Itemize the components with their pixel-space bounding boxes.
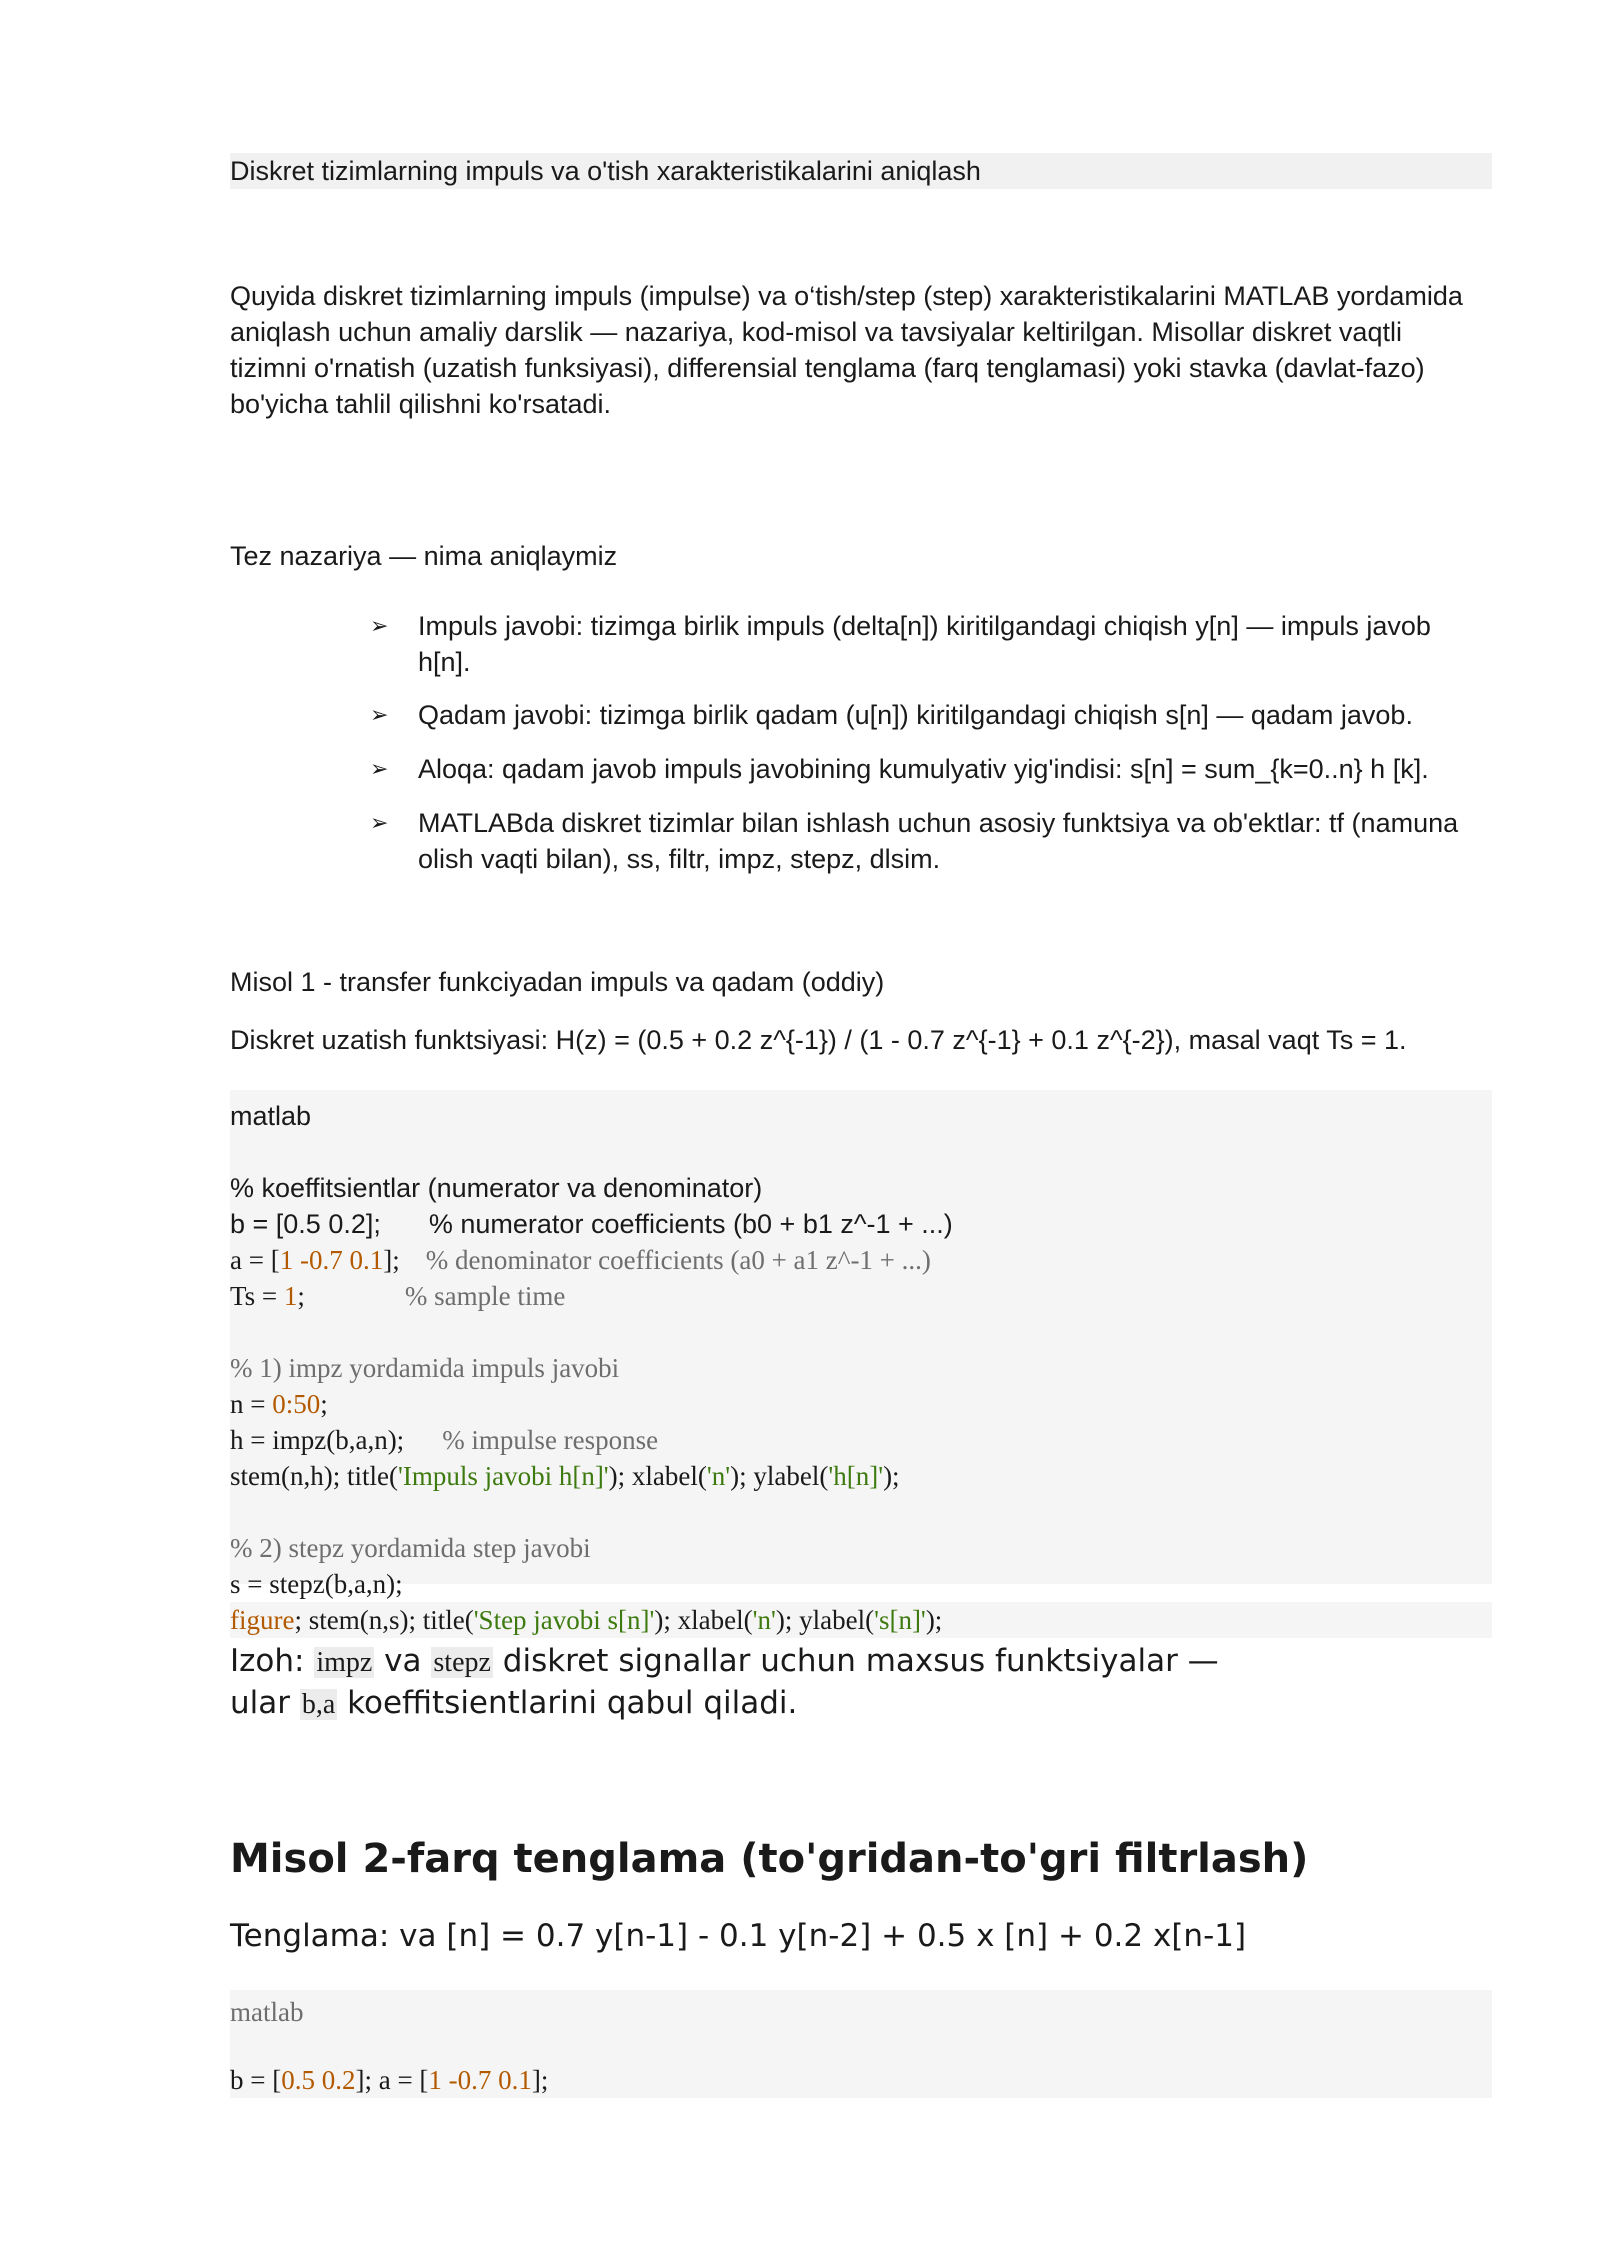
inline-code: b,a	[301, 1689, 336, 1720]
bullet-text: MATLABda diskret tizimlar bilan ishlash uchun asosiy funktsiya va ob'ektlar: tf (namuna	[418, 808, 1459, 838]
code-line: figure; stem(n,s); title('Step javobi s[n]'); xlabel('n'); ylabel('s[n]');	[230, 1602, 1492, 1638]
bullet-text: olish vaqti bilan), ss, filtr, impz, stepz, dlsim.	[418, 844, 941, 874]
code-line: % 2) stepz yordamida step javobi	[230, 1533, 591, 1563]
arrow-bullet-icon: ➢	[370, 756, 389, 781]
code-line: % 1) impz yordamida impuls javobi	[230, 1353, 620, 1383]
bullet-text: Qadam javobi: tizimga birlik qadam (u[n]) kiritilgandagi chiqish s[n] — qadam javob.	[418, 700, 1413, 730]
code-language-label: matlab	[230, 1101, 312, 1131]
intro-line-4: bo'yicha tahlil qilishni ko'rsatadi.	[230, 389, 612, 419]
code-line: Ts = 1; % sample time	[230, 1281, 566, 1311]
bullet-text: Aloqa: qadam javob impuls javobining kumulyativ yig'indisi: s[n] = sum_{k=0..n} h [k].	[418, 754, 1429, 784]
code-line: n = 0:50;	[230, 1389, 328, 1419]
inline-code: impz	[316, 1647, 373, 1678]
code-line: % koeffitsientlar (numerator va denominator)	[230, 1173, 763, 1203]
theory-heading: Tez nazariya — nima aniqlaymiz	[230, 541, 618, 571]
note-line-1: Izoh: impz va stepz diskret signallar uchun maxsus funktsiyalar —	[230, 1643, 1219, 1679]
example1-description: Diskret uzatish funktsiyasi: H(z) = (0.5 + 0.2 z^{-1}) / (1 - 0.7 z^{-1} + 0.1 z^{-2}), masal vaqt Ts = 1.	[230, 1025, 1407, 1055]
intro-line-2: aniqlash uchun amaliy darslik — nazariya, kod-misol va tavsiyalar keltirilgan. Misollar diskret vaqtli	[230, 317, 1402, 347]
note-line-2: ular b,a koeffitsientlarini qabul qiladi.	[230, 1685, 798, 1721]
arrow-bullet-icon: ➢	[370, 810, 389, 835]
code-language-label: matlab	[230, 1997, 304, 2027]
bullet-text: h[n].	[418, 647, 471, 677]
example2-heading: Misol 2-farq tenglama (to'gridan-to'gri filtrlash)	[230, 1836, 1309, 1882]
intro-line-1: Quyida diskret tizimlarning impuls (impulse) va o‘tish/step (step) xarakteristikalarini MATLAB yordamida	[230, 281, 1463, 311]
inline-code: stepz	[433, 1647, 491, 1678]
example2-equation: Tenglama: va [n] = 0.7 y[n-1] - 0.1 y[n-2] + 0.5 x [n] + 0.2 x[n-1]	[230, 1918, 1247, 1954]
intro-line-3: tizimni o'rnatish (uzatish funksiyasi), differensial tenglama (farq tenglamasi) yoki stavka (davlat-fazo)	[230, 353, 1425, 383]
arrow-bullet-icon: ➢	[370, 613, 389, 638]
document-title: Diskret tizimlarning impuls va o'tish xarakteristikalarini aniqlash	[230, 153, 1492, 189]
arrow-bullet-icon: ➢	[370, 702, 389, 727]
code-line: stem(n,h); title('Impuls javobi h[n]'); xlabel('n'); ylabel('h[n]');	[230, 1461, 900, 1491]
code-line: b = [0.5 0.2]; a = [1 -0.7 0.1];	[230, 2065, 549, 2095]
code-line: s = stepz(b,a,n);	[230, 1569, 403, 1599]
bullet-text: Impuls javobi: tizimga birlik impuls (delta[n]) kiritilgandagi chiqish y[n] — impuls javob	[418, 611, 1431, 641]
code-line: h = impz(b,a,n); % impulse response	[230, 1425, 659, 1455]
code-line: b = [0.5 0.2]; % numerator coefficients (b0 + b1 z^-1 + ...)	[230, 1209, 953, 1239]
example1-heading: Misol 1 - transfer funkciyadan impuls va qadam (oddiy)	[230, 967, 885, 997]
code-line: a = [1 -0.7 0.1]; % denominator coefficients (a0 + a1 z^-1 + ...)	[230, 1245, 931, 1275]
code-block	[230, 1990, 1492, 2098]
code-block	[230, 1090, 1492, 1599]
